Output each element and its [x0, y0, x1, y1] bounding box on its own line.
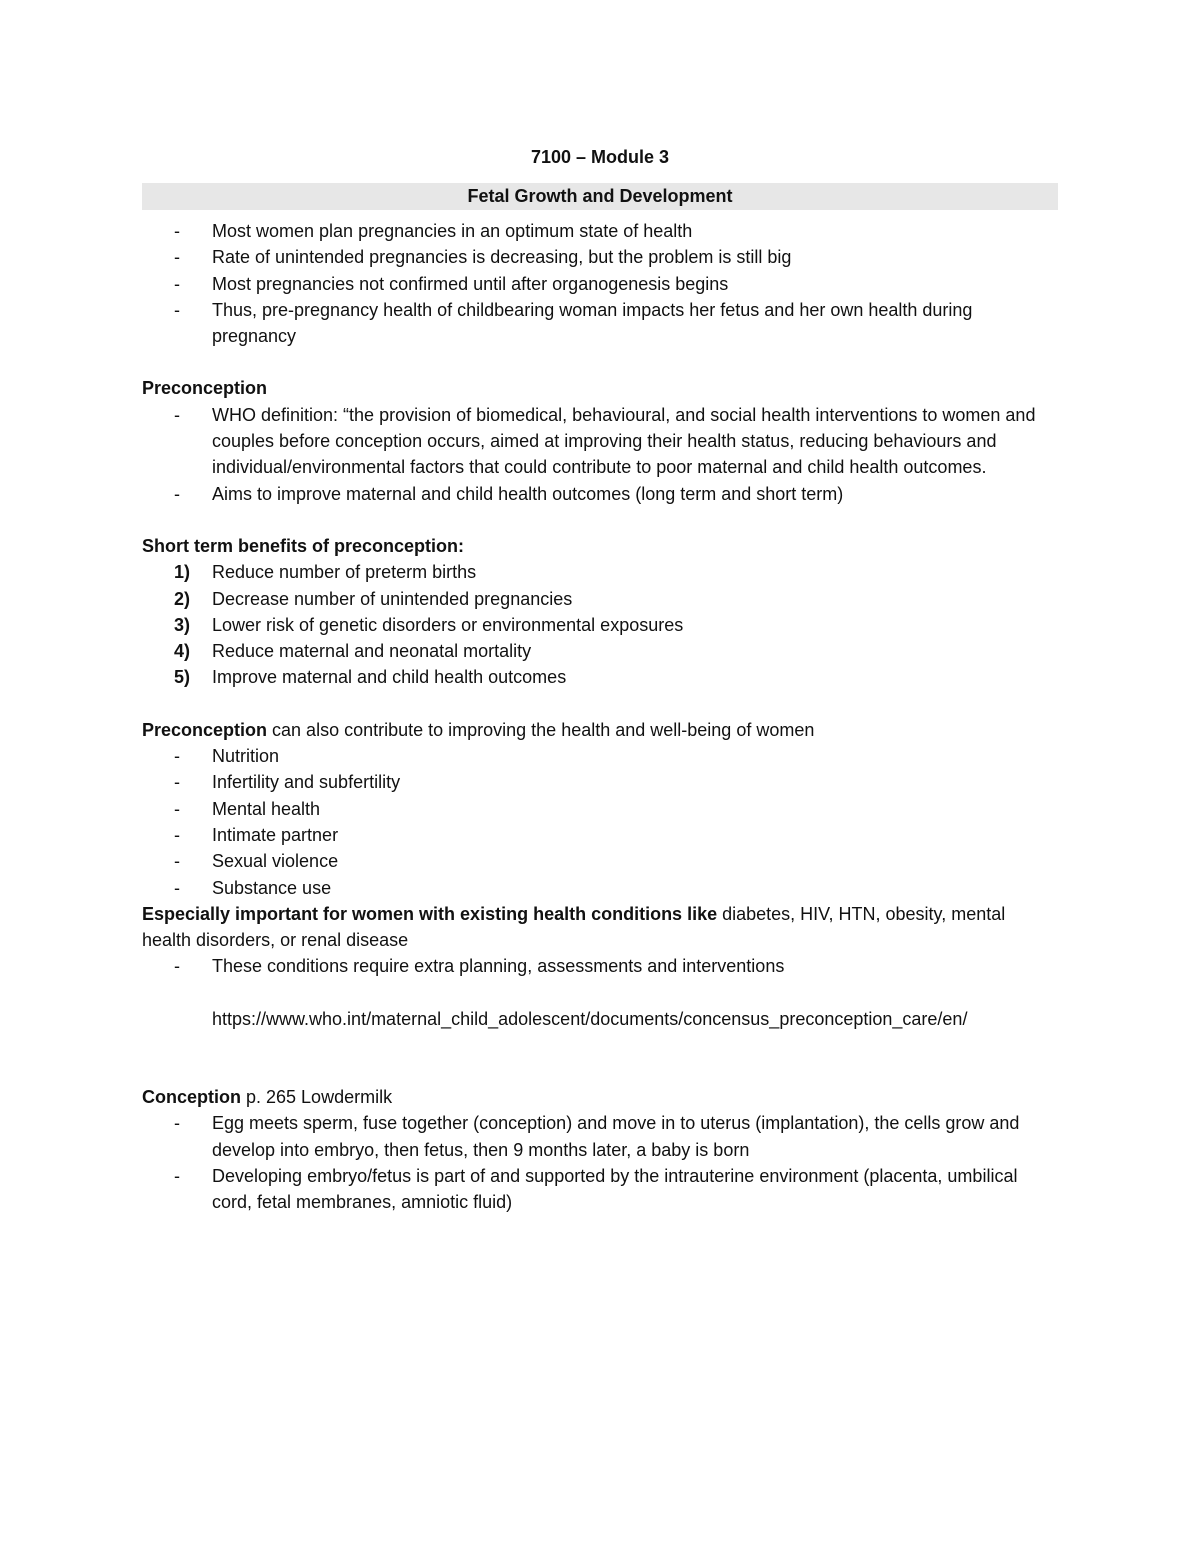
- section-banner: Fetal Growth and Development: [142, 183, 1058, 210]
- wellbeing-lead: Preconception can also contribute to improving the health and well-being of women: [142, 719, 815, 740]
- numbered-item: 5) Improve maternal and child health outcomes: [174, 667, 567, 688]
- bullet-marker: -: [174, 1113, 180, 1134]
- numbered-item: 2) Decrease number of unintended pregnancies: [174, 588, 573, 609]
- especially-paragraph: Especially important for women with existing health conditions like diabetes, HIV, HTN, obesity, mental health disorders, or renal disease: [142, 903, 1006, 951]
- bullet-marker: -: [174, 798, 180, 819]
- bullet-marker: -: [174, 851, 180, 872]
- list-item: - Egg meets sperm, fuse together (conception) and move in to uterus (implantation), the cells grow and develop into embryo, then fetus, then 9 months later, a baby is born: [142, 1110, 1058, 1163]
- preconception-heading: Preconception: [142, 378, 268, 399]
- list-item: - Thus, pre-pregnancy health of childbearing woman impacts her fetus and her own health during pregnancy: [142, 297, 1058, 350]
- list-item: - Substance use: [142, 875, 1058, 901]
- bullet-marker: -: [174, 404, 180, 425]
- document-title: 7100 – Module 3: [530, 147, 670, 167]
- bullet-marker: -: [174, 1165, 180, 1186]
- list-item: - Rate of unintended pregnancies is decreasing, but the problem is still big: [142, 244, 1058, 270]
- list-item: - Intimate partner: [142, 822, 1058, 848]
- list-item: - Nutrition: [142, 743, 1058, 769]
- numbered-item: 3) Lower risk of genetic disorders or environmental exposures: [174, 614, 684, 635]
- bullet-marker: -: [174, 772, 180, 793]
- bullet-marker: -: [174, 221, 180, 241]
- conception-heading: Conception p. 265 Lowdermilk: [142, 1087, 393, 1108]
- short-term-heading: Short term benefits of preconception:: [142, 535, 465, 556]
- bullet-marker: -: [174, 247, 180, 268]
- list-item: - Developing embryo/fetus is part of and supported by the intrauterine environment (placenta, umbilical cord, fetal membranes, amniotic fluid): [142, 1163, 1058, 1216]
- list-item: - Aims to improve maternal and child health outcomes (long term and short term): [142, 481, 1058, 507]
- bullet-marker: -: [174, 299, 180, 320]
- preconception-list: [142, 402, 1058, 507]
- conception-list: [142, 1110, 1058, 1215]
- wellbeing-list: [142, 743, 1058, 901]
- bullet-marker: -: [174, 273, 180, 294]
- bullet-marker: -: [174, 956, 180, 977]
- list-item: - WHO definition: “the provision of biomedical, behavioural, and social health interventions to women and couples before conception occurs, aimed at improving their health status, reducing behaviours and individual/environmental factors that could contribute to poor maternal and child health outcomes.: [142, 402, 1058, 481]
- bullet-marker: -: [174, 483, 180, 504]
- list-item: - Mental health: [142, 796, 1058, 822]
- intro-list: [142, 218, 1058, 349]
- bullet-marker: -: [174, 877, 180, 898]
- short-term-list: [142, 559, 1058, 690]
- list-item: - Most women plan pregnancies in an optimum state of health: [142, 218, 1058, 244]
- numbered-item: 1) Reduce number of preterm births: [174, 562, 477, 583]
- document-page: [142, 140, 1058, 1216]
- list-item: - Most pregnancies not confirmed until after organogenesis begins: [142, 271, 1058, 297]
- list-item: - Sexual violence: [142, 848, 1058, 874]
- reference-link[interactable]: https://www.who.int/maternal_child_adolescent/documents/concensus_preconception_care/en/: [212, 1008, 968, 1029]
- bullet-marker: -: [174, 746, 180, 767]
- numbered-item: 4) Reduce maternal and neonatal mortality: [174, 641, 532, 662]
- bullet-marker: -: [174, 824, 180, 845]
- list-item: - These conditions require extra planning, assessments and interventions: [142, 953, 1058, 979]
- list-item: - Infertility and subfertility: [142, 769, 1058, 795]
